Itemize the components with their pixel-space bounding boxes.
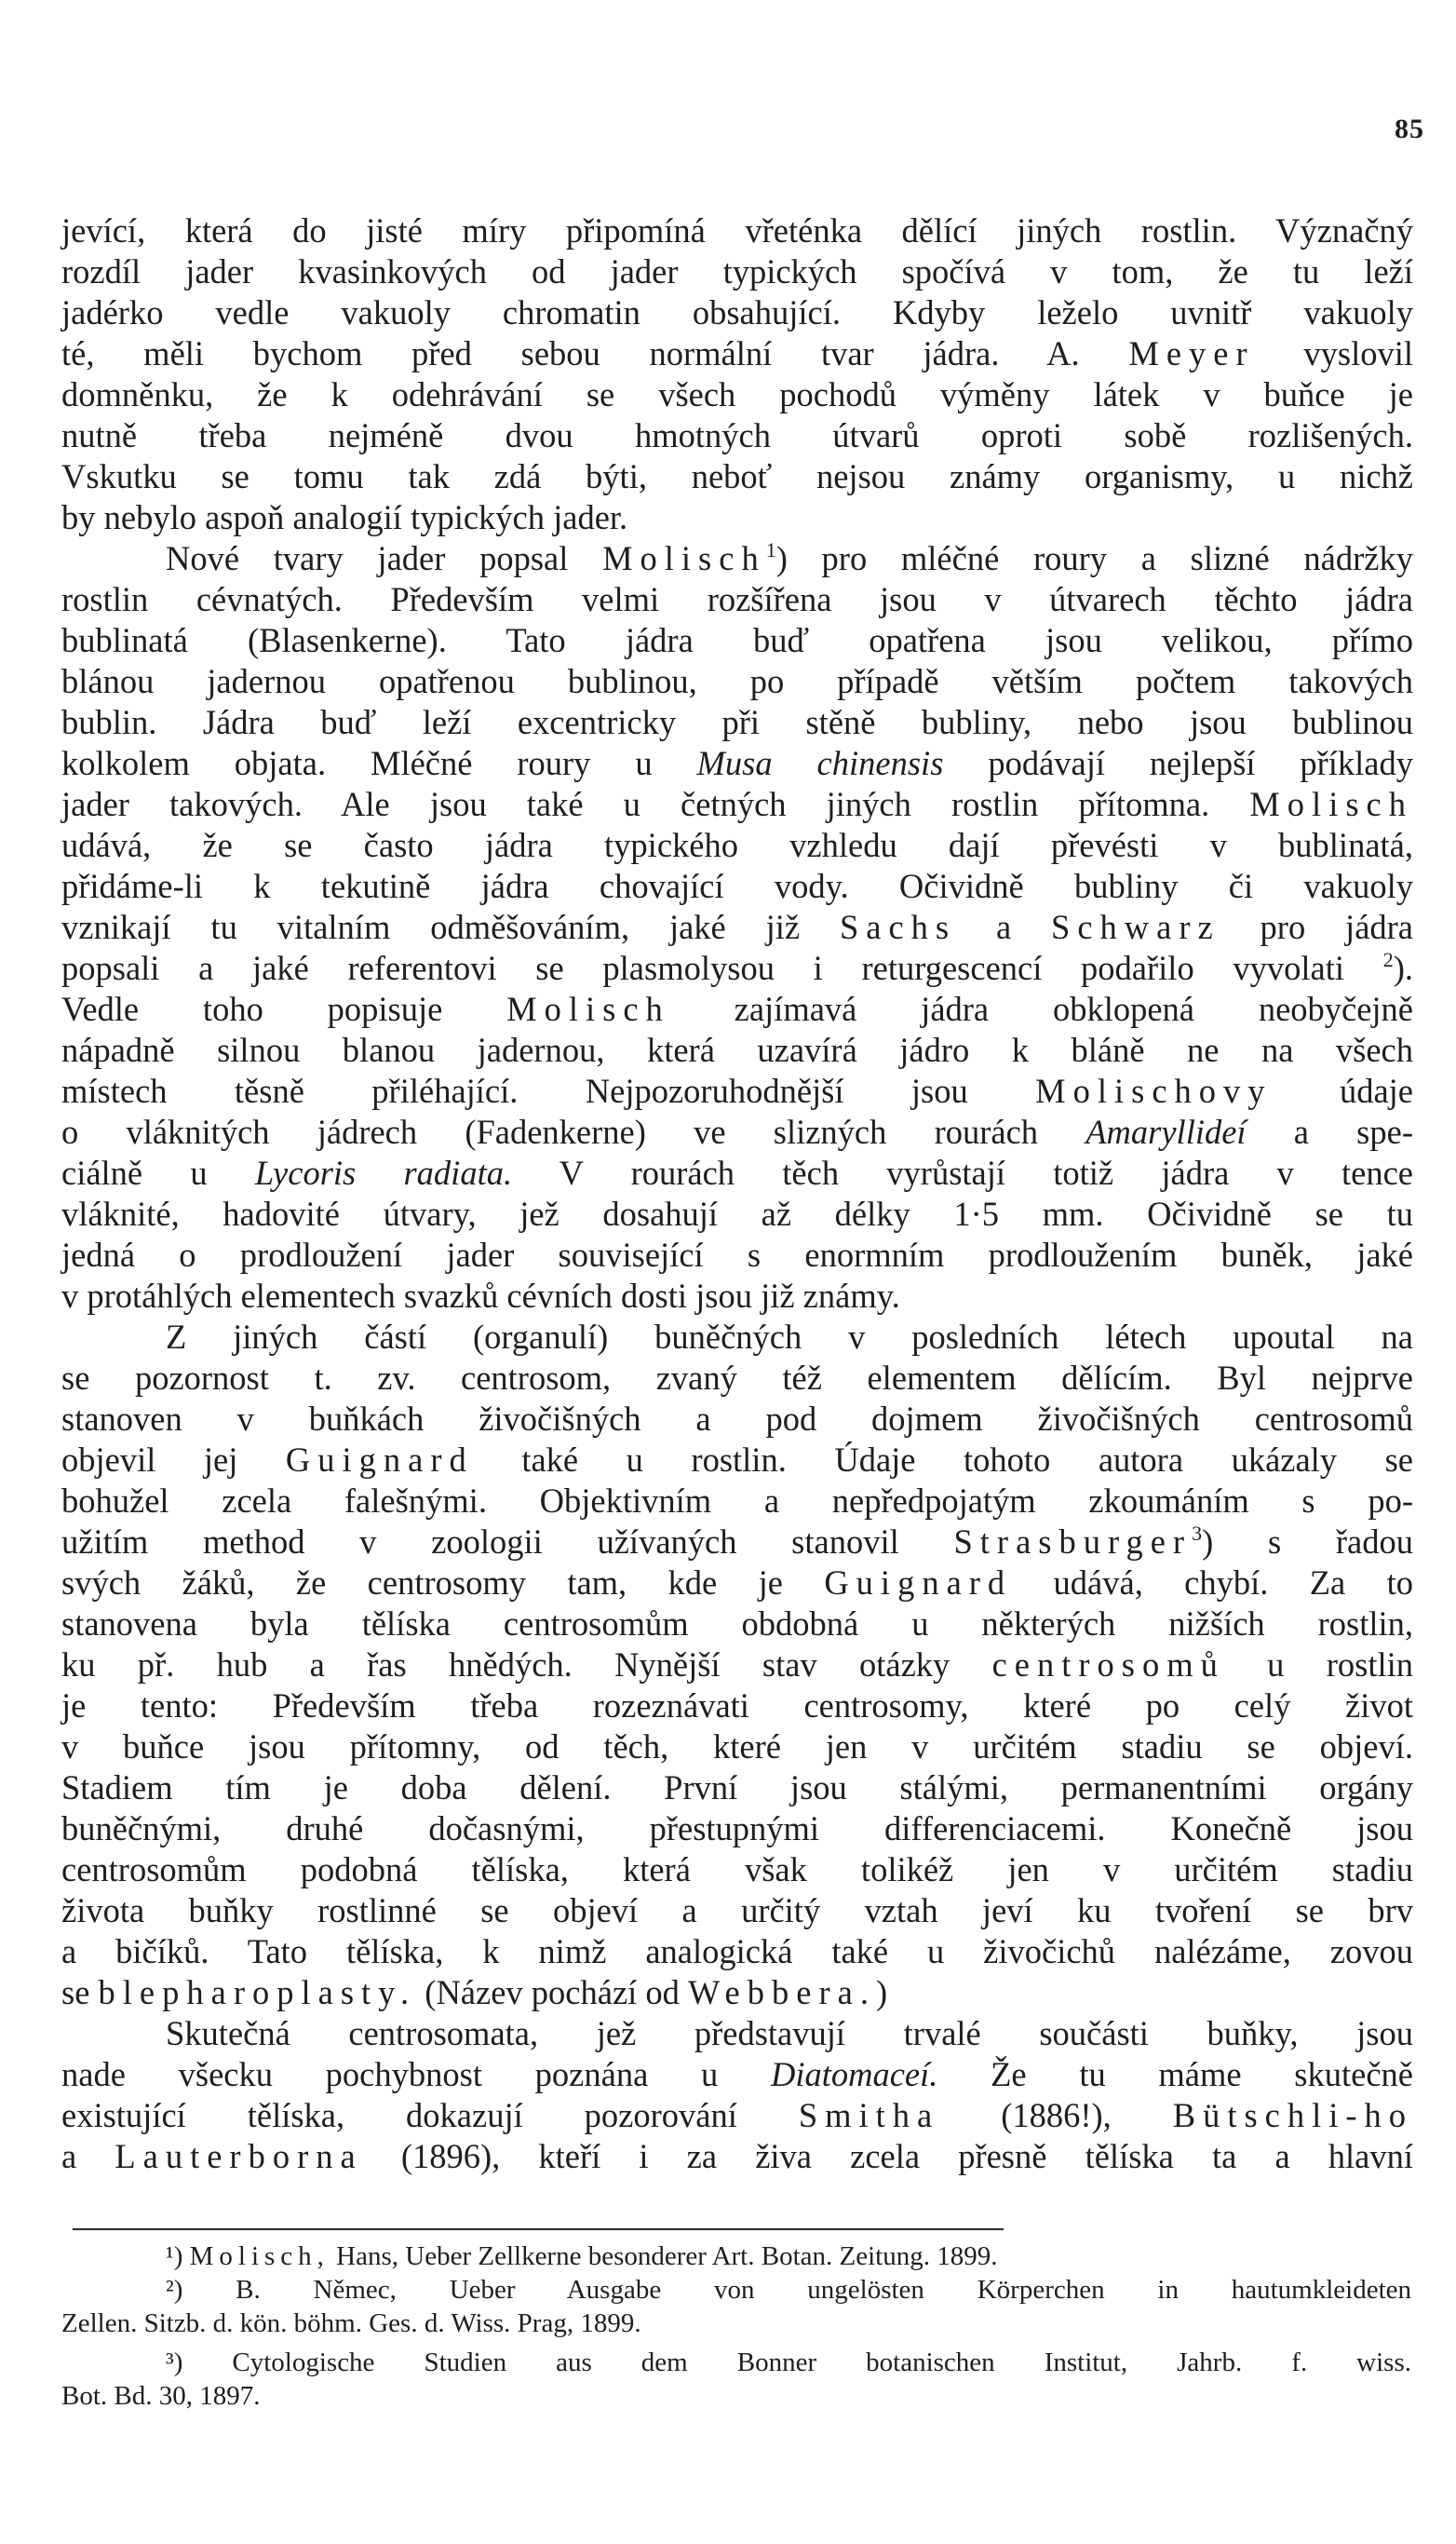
- author-name: B. Němec,: [236, 2275, 397, 2305]
- text-line: místech těsně přiléhající. Nejpozoruhodnější jsou Molischovy údaje: [61, 1072, 1413, 1110]
- author-name: Guignard: [285, 1441, 474, 1479]
- text-line: blánou jadernou opatřenou bublinou, po případě větším počtem takových: [61, 662, 1413, 700]
- author-name: Meyer: [1128, 334, 1255, 372]
- text-line: kolkolem objata. Mléčné roury u Musa chinensis podávají nejlepší příklady: [61, 744, 1414, 782]
- text-line: udává, že se často jádra typického vzhledu dají převésti v bublinatá,: [61, 826, 1413, 864]
- text-line: se pozornost t. zv. centrosom, zvaný též elementem dělícím. Byl nejprve: [61, 1359, 1413, 1397]
- text-line: života buňky rostlinné se objeví a určitý vztah jeví ku tvoření se brv: [61, 1891, 1413, 1929]
- text-line: bohužel zcela falešnými. Objektivním a nepředpojatým zkoumáním s po-: [61, 1482, 1413, 1520]
- author-name: Molisch: [602, 539, 766, 577]
- text-line: centrosomům podobná tělíska, která však tolikéž jen v určitém stadiu: [61, 1850, 1413, 1888]
- footnote-divider: [73, 2228, 1004, 2230]
- footnote: ³) Cytologische Studien aus dem Bonner botanischen Institut, Jahrb. f. wiss.: [166, 2348, 1412, 2377]
- text-line: bublinatá (Blasenkerne). Tato jádra buď opatřena jsou velikou, přímo: [61, 621, 1413, 659]
- footnote-continuation: Zellen. Sitzb. d. kön. böhm. Ges. d. Wiss. Prag, 1899.: [61, 2308, 641, 2338]
- text-line: vláknité, hadovité útvary, jež dosahují až délky 1·5 mm. Očividně se tu: [61, 1195, 1413, 1233]
- text-line: stanovena byla tělíska centrosomům obdobná u některých nižších rostlin,: [61, 1604, 1413, 1643]
- emphasized-term: centrosomů: [991, 1645, 1225, 1684]
- text-line: bublin. Jádra buď leží excentricky při stěně bubliny, nebo jsou bublinou: [61, 703, 1413, 741]
- author-name: Molisch: [1249, 785, 1413, 823]
- text-line: rostlin cévnatých. Především velmi rozšířena jsou v útvarech těchto jádra: [61, 580, 1413, 618]
- text-line: domněnku, že k odehrávání se všech pochodů výměny látek v buňce je: [61, 375, 1413, 413]
- text-line: ciálně u Lycoris radiata. V rourách těch vyrůstají totiž jádra v tence: [61, 1154, 1413, 1192]
- text-line: popsali a jaké referentovi se plasmolysou i returgescencí podařilo vyvolati $^2$).: [61, 948, 1413, 987]
- author-name: Sachs: [839, 908, 957, 946]
- text-line: a Lauterborna (1896), kteří i za živa zcela přesně tělíska ta a hlavní: [61, 2137, 1414, 2175]
- author-name: Strasburger: [953, 1522, 1193, 1561]
- footnote-continuation: Bot. Bd. 30, 1897.: [61, 2381, 261, 2411]
- text-line: nade všecku pochybnost poznána u Diatomaceí. Že tu máme skutečně: [61, 2055, 1414, 2093]
- text-line: je tento: Především třeba rozeznávati centrosomy, které po celý život: [61, 1686, 1413, 1725]
- emphasized-term: blepharoplasty.: [98, 1973, 417, 2011]
- text-line: jedná o prodloužení jader související s enormním prodloužením buněk, jaké: [61, 1236, 1413, 1274]
- page-number: 85: [1395, 114, 1424, 144]
- text-line: o vláknitých jádrech (Fadenkerne) ve slizných rourách Amaryllideí a spe-: [61, 1113, 1413, 1151]
- footnote-ref: 2: [1382, 948, 1394, 971]
- text-line: a bičíků. Tato tělíska, k nimž analogická také u živočichů nalézáme, zovou: [61, 1932, 1413, 1970]
- text-line: té, měli bychom před sebou normální tvar jádra. A. Meyer vyslovil: [61, 334, 1414, 372]
- text-line: buněčnými, druhé dočasnými, přestupnými differenciacemi. Konečně jsou: [61, 1809, 1413, 1847]
- text-line: rozdíl jader kvasinkových od jader typických spočívá v tom, že tu leží: [61, 252, 1413, 291]
- author-name: Molischovy: [1035, 1072, 1273, 1110]
- text-line: stanoven v buňkách živočišných a pod dojmem živočišných centrosomů: [61, 1400, 1413, 1438]
- text-line: jadérko vedle vakuoly chromatin obsahující. Kdyby leželo uvnitř vakuoly: [61, 293, 1413, 332]
- footnote: ²) B. Němec, Ueber Ausgabe von ungelösten Körperchen in hautumkleideten: [166, 2275, 1412, 2305]
- text-line: nápadně silnou blanou jadernou, která uzavírá jádro k bláně ne na všech: [61, 1031, 1413, 1069]
- author-name: Webbera.: [688, 1973, 876, 2011]
- author-name: Molisch,: [189, 2241, 330, 2271]
- text-line: Skutečná centrosomata, jež představují trvalé součásti buňky, jsou: [166, 2014, 1413, 2052]
- text-line: v buňce jsou přítomny, od těch, které jen v určitém stadiu se objeví.: [61, 1727, 1413, 1766]
- footnote: ¹) Molisch, Hans, Ueber Zellkerne besonderer Art. Botan. Zeitung. 1899.: [166, 2241, 998, 2271]
- author-name: Lauterborna: [115, 2137, 363, 2175]
- text-line: objevil jej Guignard také u rostlin. Údaje tohoto autora ukázaly se: [61, 1441, 1413, 1479]
- author-name: Bütschli-ho: [1172, 2096, 1414, 2134]
- text-line: se blepharoplasty. (Název pochází od Webbera.): [61, 1973, 888, 2011]
- text-line: by nebylo aspoň analogií typických jader.: [61, 498, 628, 536]
- text-line: Z jiných částí (organulí) buněčných v posledních létech upoutal na: [166, 1318, 1413, 1356]
- author-name: Molisch: [506, 990, 670, 1028]
- text-line: svých žáků, že centrosomy tam, kde je Guignard udává, chybí. Za to: [61, 1563, 1414, 1602]
- text-line: existující tělíska, dokazují pozorování Smitha (1886!), Bütschli-ho: [61, 2096, 1414, 2134]
- text-line: ku př. hub a řas hnědých. Nynější stav otázky centrosomů u rostlin: [61, 1645, 1413, 1684]
- footnote-ref: 1: [765, 538, 776, 562]
- species-name: Lycoris radiata.: [254, 1154, 513, 1192]
- text-line: v protáhlých elementech svazků cévních dosti jsou již známy.: [61, 1277, 900, 1315]
- text-line: nutně třeba nejméně dvou hmotných útvarů oproti sobě rozlišených.: [61, 416, 1413, 454]
- author-name: Smitha: [798, 2096, 940, 2134]
- text-line: jevící, která do jisté míry připomíná vřeténka dělící jiných rostlin. Význačný: [61, 211, 1413, 250]
- species-name: Diatomaceí.: [770, 2055, 938, 2093]
- text-line: Nové tvary jader popsal Molisch$^1$) pro mléčné roury a slizné nádržky: [166, 538, 1413, 577]
- text-line: jader takových. Ale jsou také u četných jiných rostlin přítomna. Molisch: [61, 785, 1413, 823]
- author-name: Guignard: [824, 1563, 1013, 1602]
- species-name: Amaryllideí: [1085, 1113, 1247, 1151]
- text-line: vznikají tu vitalním odměšováním, jaké již Sachs a Schwarz pro jádra: [61, 908, 1414, 946]
- text-line: Stadiem tím je doba dělení. První jsou stálými, permanentními orgány: [61, 1768, 1413, 1807]
- species-name: Musa chinensis: [696, 744, 944, 782]
- author-name: Schwarz: [1051, 908, 1220, 946]
- text-line: přidáme-li k tekutině jádra chovající vody. Očividně bubliny či vakuoly: [61, 867, 1413, 905]
- text-line: Vskutku se tomu tak zdá býti, neboť nejsou známy organismy, u nichž: [61, 457, 1413, 495]
- text-line: Vedle toho popisuje Molisch zajímavá jádra obklopená neobyčejně: [61, 990, 1414, 1028]
- text-line: užitím method v zoologii užívaných stanovil Strasburger$^3$) s řadou: [61, 1522, 1413, 1561]
- footnote-ref: 3: [1192, 1522, 1203, 1545]
